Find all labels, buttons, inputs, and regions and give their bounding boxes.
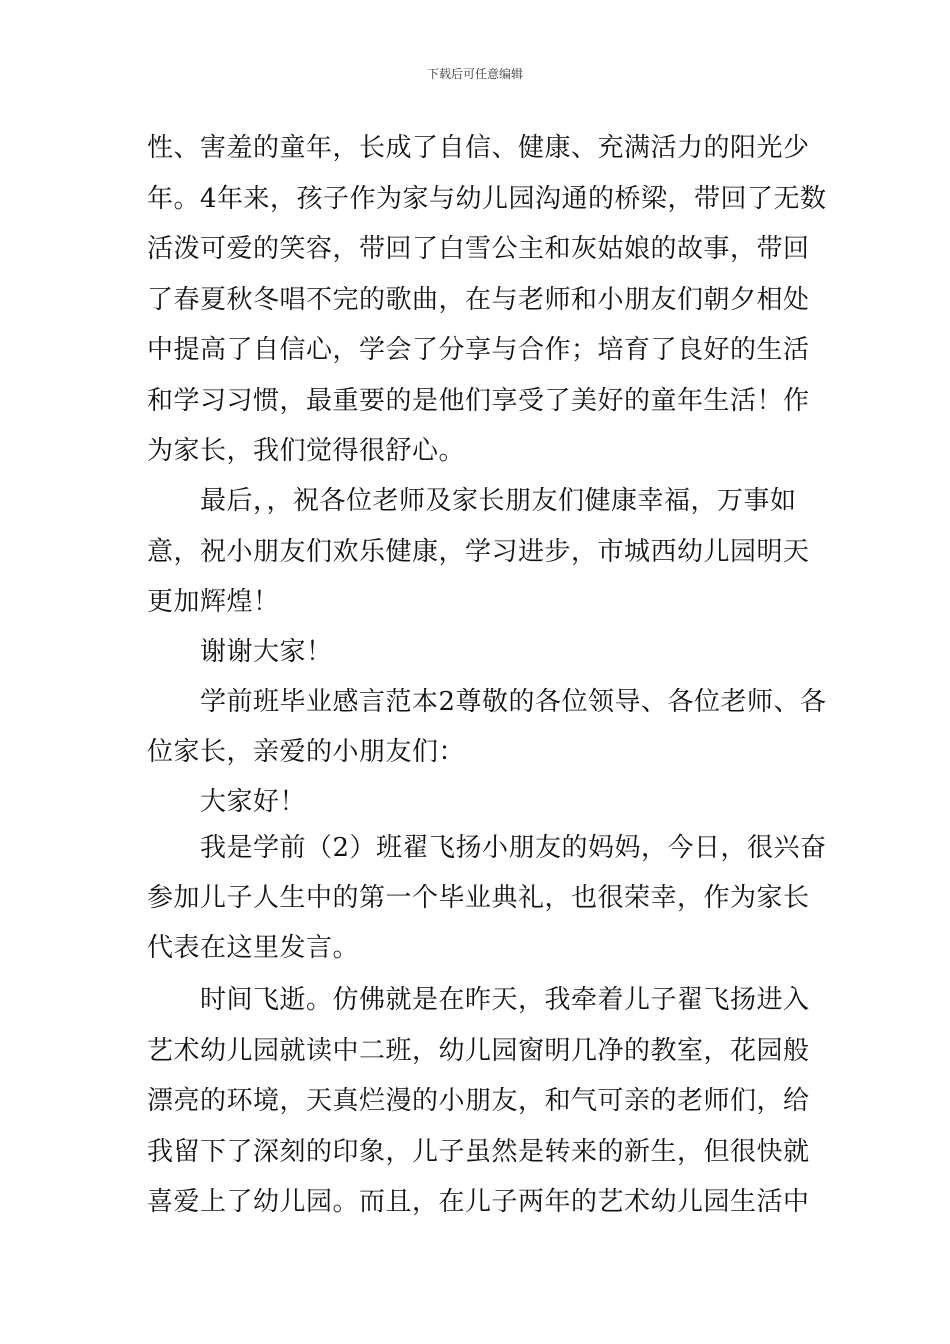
body-line: 位家长，亲爱的小朋友们：: [147, 737, 466, 767]
body-line: 我留下了深刻的印象，儿子虽然是转来的新生，但很快就: [147, 1137, 810, 1167]
body-line: 学前班毕业感言范本2尊敬的各位领导、各位老师、各: [147, 687, 827, 717]
page-header: 下载后可任意编辑: [426, 67, 523, 81]
body-line: 漂亮的环境，天真烂漫的小朋友，和气可亲的老师们，给: [147, 1086, 810, 1116]
body-line: 谢谢大家！: [147, 637, 333, 667]
body-line: 代表在这里发言。: [147, 933, 360, 963]
body-line: 为家长，我们觉得很舒心。: [147, 436, 466, 466]
body-line: 艺术幼儿园就读中二班，幼儿园窗明几净的教室，花园般: [147, 1036, 810, 1066]
body-line: 和学习习惯，最重要的是他们享受了美好的童年生活！作: [147, 386, 810, 416]
body-line: 中提高了自信心，学会了分享与合作；培育了良好的生活: [147, 335, 810, 365]
body-line: 更加辉煌！: [147, 587, 280, 617]
body-line: 参加儿子人生中的第一个毕业典礼，也很荣幸，作为家长: [147, 883, 810, 913]
body-line: 年。4年来，孩子作为家与幼儿园沟通的桥梁，带回了无数: [147, 184, 827, 214]
body-line: 性、害羞的童年，长成了自信、健康、充满活力的阳光少: [147, 133, 810, 163]
body-line: 最后，，祝各位老师及家长朋友们健康幸福，万事如: [147, 486, 797, 516]
body-line: 意，祝小朋友们欢乐健康，学习进步，市城西幼儿园明天: [147, 537, 810, 567]
body-line: 喜爱上了幼儿园。而且，在儿子两年的艺术幼儿园生活中: [147, 1187, 810, 1217]
body-line: 大家好！: [147, 787, 307, 817]
body-line: 活泼可爱的笑容，带回了白雪公主和灰姑娘的故事，带回: [147, 234, 810, 264]
body-line: 时间飞逝。仿佛就是在昨天，我牵着儿子翟飞扬进入: [147, 985, 810, 1015]
body-line: 了春夏秋冬唱不完的歌曲，在与老师和小朋友们朝夕相处: [147, 285, 810, 315]
body-line: 我是学前（2）班翟飞扬小朋友的妈妈，今日，很兴奋: [147, 833, 827, 863]
